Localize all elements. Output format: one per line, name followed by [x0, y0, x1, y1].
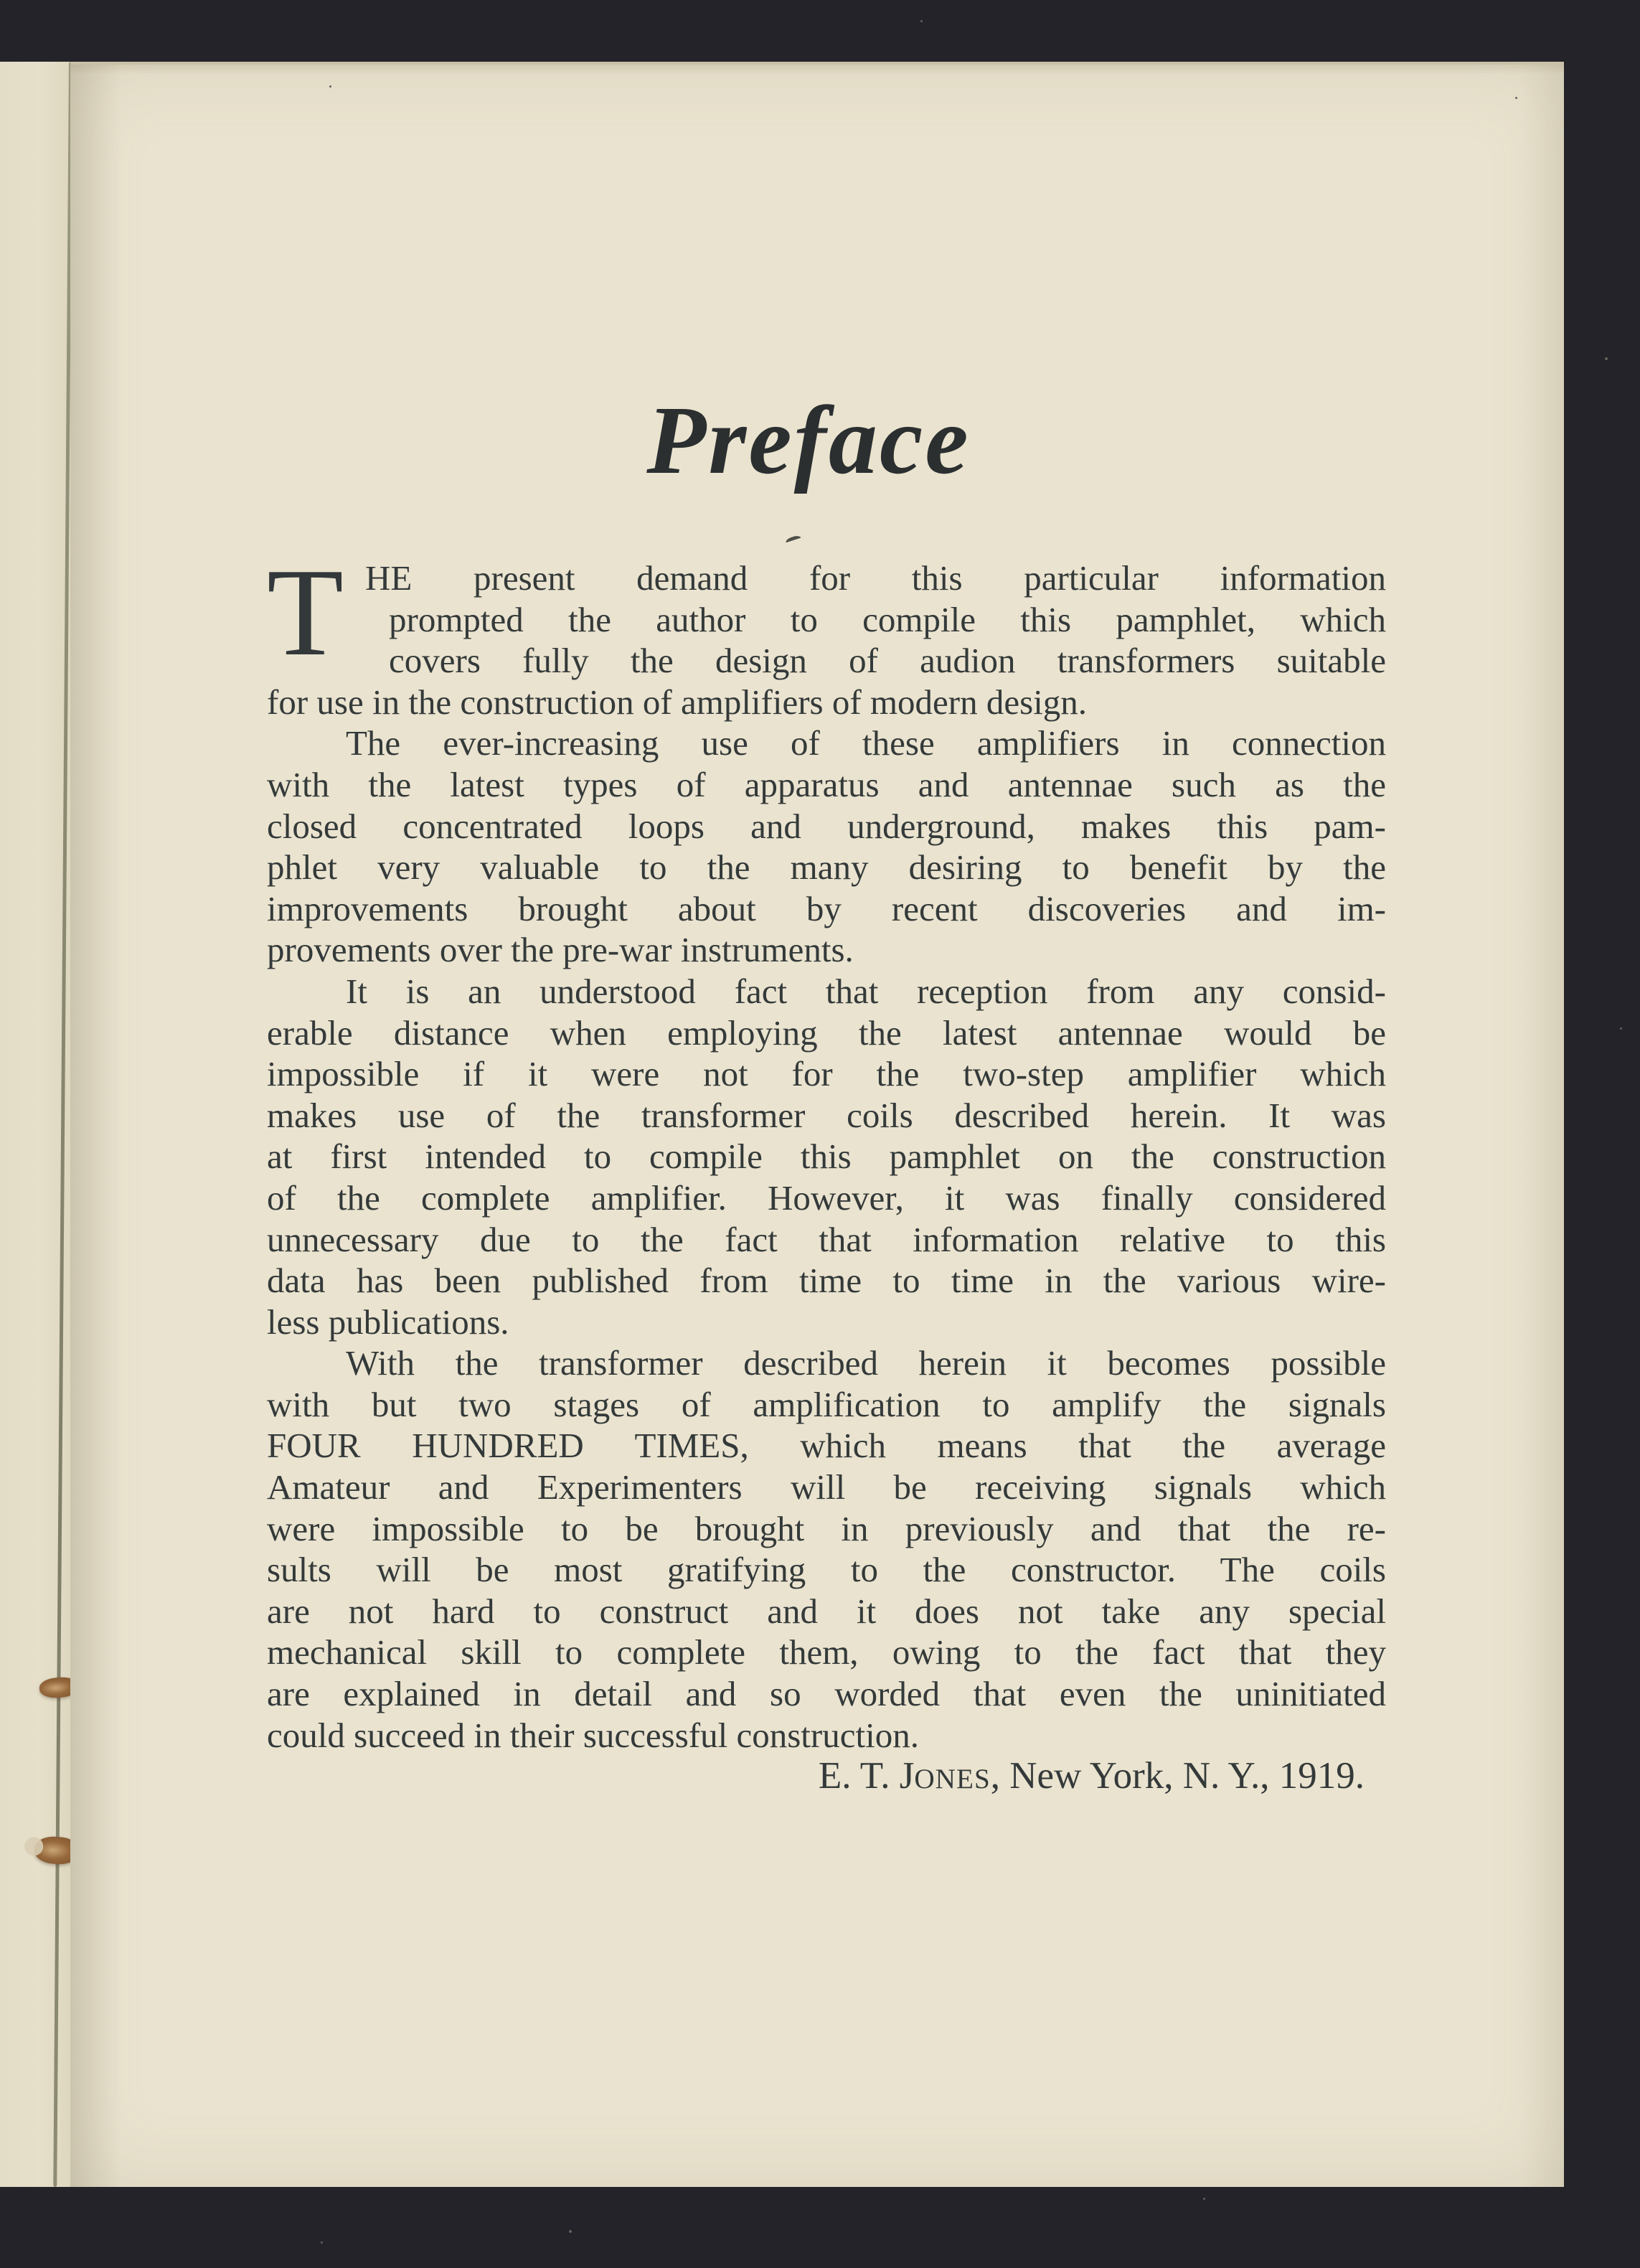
text-line: of the complete amplifier. However, it was finally considered [267, 1177, 1386, 1218]
text-line: were impossible to be brought in previously and that the re- [267, 1508, 1386, 1548]
ink-smudge [785, 535, 802, 546]
text-line: less publications. [267, 1302, 509, 1342]
text-line: provements over the pre-war instruments. [267, 930, 854, 970]
dust-speck [569, 2230, 572, 2233]
text-line: at first intended to compile this pamphlet on the construction [267, 1137, 1386, 1177]
text-line: HE present demand for this particular information [365, 558, 1386, 598]
text-line: closed concentrated loops and underground, makes this pam- [267, 806, 1386, 846]
dust-speck [920, 20, 923, 22]
text-line: with but two stages of amplification to amplify the signals [267, 1384, 1386, 1424]
text-line: prompted the author to compile this pamphlet, which [389, 599, 1386, 639]
text-line: are explained in detail and so worded that even the uninitiated [267, 1674, 1386, 1714]
text-line: The ever-increasing use of these amplifiers in connection [346, 723, 1386, 763]
dust-speck [1515, 97, 1517, 99]
text-line: data has been published from time to time in the various wire- [267, 1261, 1386, 1301]
signature-suffix: , New York, N. Y., 1919. [990, 1755, 1365, 1797]
body-text [267, 542, 1386, 1800]
dust-speck [1605, 357, 1608, 360]
text-line: sults will be most gratifying to the constructor. The coils [267, 1550, 1386, 1590]
text-line: for use in the construction of amplifiers of modern design. [267, 682, 1088, 722]
author-signature [267, 1756, 1386, 1800]
text-line: It is an understood fact that reception from any consid- [346, 971, 1386, 1011]
text-line: unnecessary due to the fact that information relative to this [267, 1219, 1386, 1259]
signature-prefix: E. T. J [818, 1755, 915, 1797]
text-line: improvements brought about by recent discoveries and im- [267, 888, 1386, 928]
text-line: Amateur and Experimenters will be receiving signals which [267, 1467, 1386, 1507]
text-line: FOUR HUNDRED TIMES, which means that the average [267, 1426, 1386, 1466]
signature-smallcaps: ONES [914, 1764, 991, 1795]
dust-speck [1620, 1027, 1622, 1030]
dust-speck [329, 85, 331, 88]
book-page [70, 62, 1564, 2187]
text-line: mechanical skill to complete them, owing to the fact that they [267, 1632, 1386, 1672]
text-line: makes use of the transformer coils described herein. It was [267, 1095, 1386, 1135]
text-line: impossible if it were not for the two-step amplifier which [267, 1054, 1386, 1094]
text-line: with the latest types of apparatus and antennae such as the [267, 764, 1386, 804]
text-line: could succeed in their successful construction. [267, 1715, 919, 1755]
page-title: Preface [646, 387, 971, 494]
text-line: covers fully the design of audion transformers suitable [389, 641, 1386, 681]
dust-speck [321, 2241, 323, 2244]
text-line: erable distance when employing the latest antennae would be [267, 1012, 1386, 1053]
drop-cap-letter: T [267, 542, 344, 682]
text-line: are not hard to construct and it does not take any special [267, 1591, 1386, 1631]
dust-speck [1203, 2198, 1205, 2200]
text-line: phlet very valuable to the many desiring to benefit by the [267, 847, 1386, 888]
text-line: With the transformer described herein it becomes possible [346, 1343, 1386, 1383]
